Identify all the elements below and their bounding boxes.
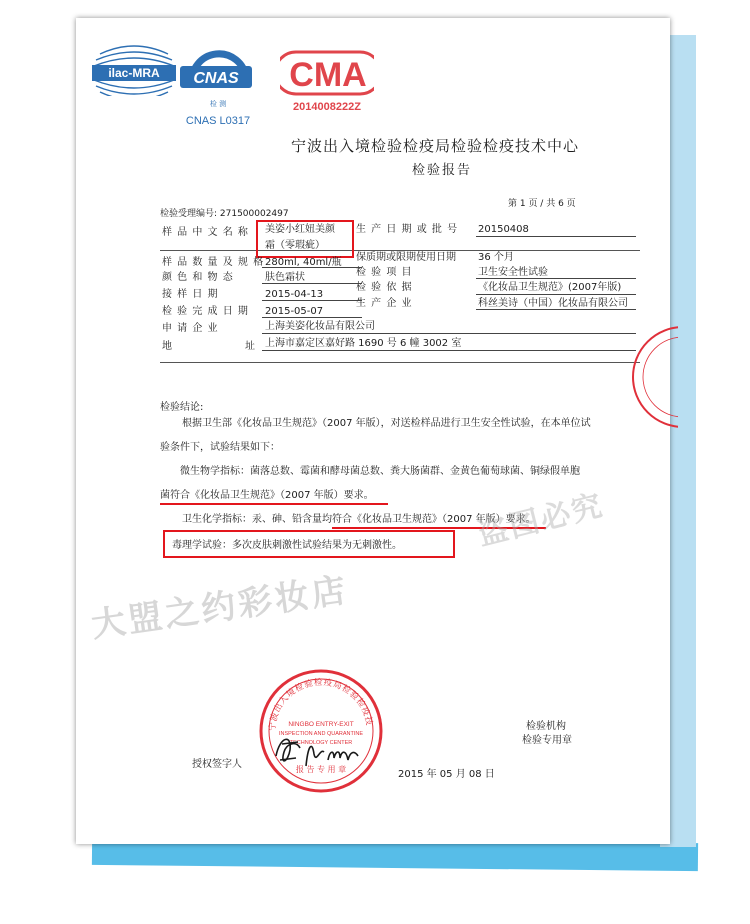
applicant-value: 上海美姿化妆品有限公司: [265, 321, 375, 332]
microbiology-line-2: 菌符合《化妆品卫生规范》（2007 年版）要求。: [160, 490, 374, 501]
quantity-underline: [262, 267, 362, 268]
cnas-logo: [172, 38, 264, 130]
finish-date-value: 2015-05-07: [265, 306, 324, 317]
svg-text:CNAS: CNAS: [193, 70, 239, 87]
inspection-organization: 检验机构: [526, 721, 566, 732]
sample-name-highlight-box: [256, 220, 354, 258]
table-bottom-rule: [160, 362, 640, 363]
quantity-label: 样 品 数 量 及 规 格: [162, 257, 265, 268]
institution-title: 宁波出入境检验检疫局检验检疫技术中心: [291, 137, 580, 155]
svg-text:检 测: 检 测: [209, 100, 227, 108]
watermark-copyright: 盗图必究: [474, 487, 608, 553]
conclusion-heading: 检验结论:: [160, 402, 204, 413]
cma-logo: [280, 44, 374, 114]
svg-text:宁波出入境检验检疫局检验检疫技术中心: 宁波出入境检验检疫局检验检疫技: [267, 677, 374, 732]
finish-date-label: 检 验 完 成 日 期: [162, 306, 249, 317]
page-info: 第 1 页 / 共 6 页: [508, 199, 576, 209]
acceptance-number: 检验受理编号: 271500002497: [160, 209, 289, 219]
sample-name-label: 样 品 中 文 名 称: [162, 227, 249, 238]
color-underline: [262, 283, 362, 284]
receive-date-label: 接 样 日 期: [162, 289, 219, 300]
address-underline: [262, 350, 636, 351]
svg-text:CNAS L0317: CNAS L0317: [185, 115, 251, 127]
shelf-life-value: 36 个月: [478, 252, 514, 263]
sample-name-value-1: 美姿小红妞美颜: [265, 224, 335, 235]
item-underline: [476, 278, 636, 279]
address-label-start: 地: [162, 341, 172, 352]
handwritten-signature: [262, 726, 372, 776]
finish-underline: [262, 317, 362, 318]
basis-underline: [476, 294, 636, 295]
sample-name-value-2: 霜（零瑕疵）: [265, 240, 325, 251]
production-date-value: 20150408: [478, 224, 529, 235]
quantity-value: 280ml, 40ml/瓶: [265, 257, 342, 268]
basis-label: 检 验 依 据: [356, 282, 413, 293]
authorized-signer-label: 授权签字人: [192, 759, 242, 770]
svg-text:CMA: CMA: [289, 56, 367, 94]
side-seal-stamp: [628, 322, 678, 432]
receive-date-value: 2015-04-13: [265, 289, 324, 300]
applicant-underline: [262, 333, 636, 334]
conclusion-paragraph-line-2: 验条件下，试验结果如下：: [160, 442, 280, 453]
microbiology-line-1: 微生物学指标：菌落总数、霉菌和酵母菌总数、粪大肠菌群、金黄色葡萄球菌、铜绿假单胞: [180, 466, 580, 477]
report-date: 2015 年 05 月 08 日: [398, 769, 495, 780]
address-label-end: 址: [245, 341, 255, 352]
svg-text:报 告 专 用 章: 报 告 专 用 章: [295, 765, 347, 774]
watermark-shop: 大盟之约彩妆店: [88, 570, 352, 646]
production-date-label: 生 产 日 期 或 批 号: [356, 224, 459, 235]
shelf-life-label: 保质期或限期使用日期: [356, 252, 456, 263]
microbiology-red-underline: [160, 503, 388, 505]
producer-underline: [476, 309, 636, 310]
ilac-mra-logo: [92, 40, 176, 96]
toxicology-highlight-box: [163, 530, 455, 558]
svg-text:TECHNOLOGY CENTER: TECHNOLOGY CENTER: [289, 740, 353, 746]
inspection-seal-label: 检验专用章: [522, 735, 572, 746]
color-state-value: 肤色霜状: [265, 272, 305, 283]
inspection-item-value: 卫生安全性试验: [478, 267, 548, 278]
inspection-item-label: 检 验 项 目: [356, 267, 413, 278]
svg-text:INSPECTION AND QUARANTINE: INSPECTION AND QUARANTINE: [278, 731, 364, 737]
svg-text:2014008222Z: 2014008222Z: [293, 101, 361, 113]
address-value: 上海市嘉定区嘉好路 1690 号 6 幢 3002 室: [265, 338, 462, 349]
producer-label: 生 产 企 业: [356, 298, 413, 309]
report-title: 检验报告: [412, 163, 473, 178]
svg-text:NINGBO ENTRY-EXIT: NINGBO ENTRY-EXIT: [288, 721, 354, 728]
toxicology-line: 毒理学试验：多次皮肤刺激性试验结果为无刺激性。: [172, 540, 402, 551]
chemistry-line: 卫生化学指标：汞、砷、铅含量均符合《化妆品卫生规范》（2007 年版）要求。: [182, 514, 536, 525]
conclusion-paragraph-line-1: 根据卫生部《化妆品卫生规范》（2007 年版），对送检样品进行卫生安全性试验，在本单位试: [182, 418, 591, 429]
svg-text:ilac-MRA: ilac-MRA: [108, 66, 160, 80]
producer-value: 科丝美诗（中国）化妆品有限公司: [478, 298, 628, 309]
basis-value: 《化妆品卫生规范》(2007年版): [478, 282, 622, 293]
color-state-label: 颜 色 和 物 态: [162, 272, 234, 283]
receive-underline: [262, 300, 362, 301]
applicant-label: 申 请 企 业: [162, 323, 219, 334]
production-date-underline: [476, 236, 636, 237]
